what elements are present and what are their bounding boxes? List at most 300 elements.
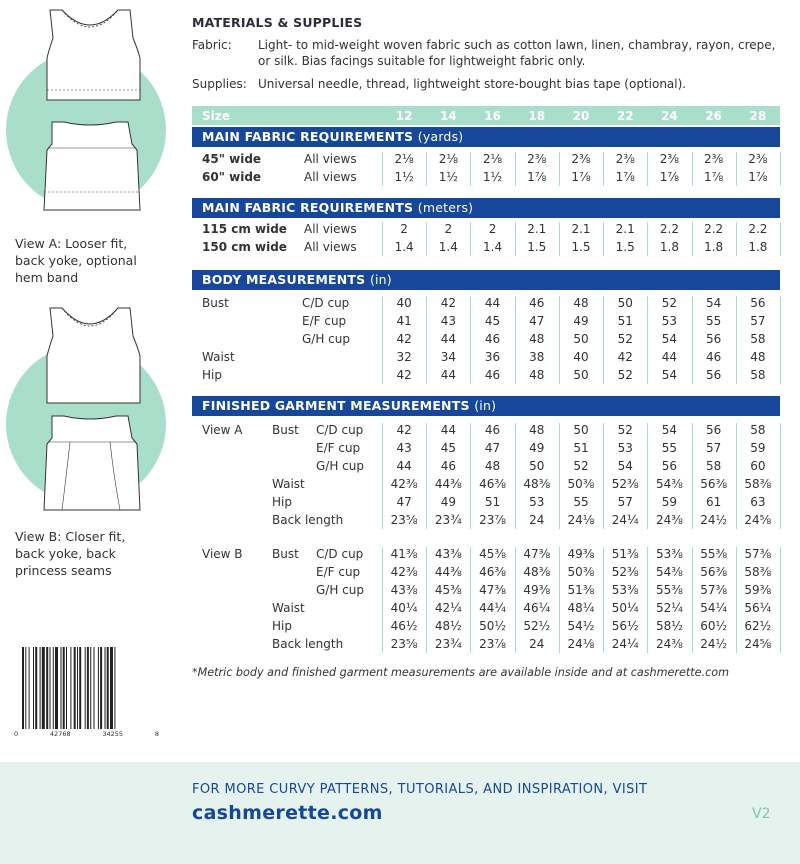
table-cell: 50⅜ — [567, 565, 595, 579]
table-cell: 23⅝ — [390, 513, 418, 527]
row-label: G/H cup — [316, 459, 364, 473]
table-cell: 2⅛ — [438, 152, 458, 166]
table-cell: 46 — [440, 459, 456, 473]
table-cell: 1.5 — [527, 240, 547, 254]
table-cell: 54 — [661, 368, 678, 382]
row-label: All views — [304, 152, 357, 166]
table-cell: 48⅜ — [523, 477, 551, 491]
barcode-bar — [42, 647, 45, 729]
row-label: C/D cup — [316, 423, 364, 437]
row-values — [382, 421, 780, 439]
barcode-bar — [85, 647, 86, 729]
table-cell: 57⅜ — [744, 547, 772, 561]
table-cell: 2 — [400, 222, 408, 236]
table-cell: 40 — [573, 350, 589, 364]
row-label: 60" wide — [202, 170, 262, 184]
table-row — [192, 635, 780, 653]
table-cell: 54⅜ — [655, 477, 683, 491]
table-cell: 46⅜ — [479, 565, 506, 579]
table-cell: 41 — [396, 314, 412, 328]
table-cell: 59 — [750, 441, 766, 455]
barcode-bar — [90, 647, 91, 729]
table-cell: 24¼ — [611, 513, 639, 527]
row-label: 45" wide — [202, 152, 262, 166]
barcode-bar — [29, 647, 30, 729]
row-label: Back length — [272, 637, 344, 651]
table-cell: 38 — [529, 350, 545, 364]
row-values — [382, 457, 780, 475]
barcode-digit-group: 42768 — [49, 730, 71, 738]
table-cell: 54 — [661, 332, 678, 346]
table-cell: 58 — [750, 332, 766, 346]
size-column-header: 18 — [528, 108, 546, 123]
table-cell: 24⅛ — [567, 513, 595, 527]
view-a-line-3: hem band — [15, 270, 79, 285]
barcode-bar — [53, 647, 54, 729]
row-label: All views — [304, 170, 357, 184]
table-cell: 57 — [617, 495, 633, 509]
row-label: Hip — [272, 495, 292, 509]
table-cell: 49 — [529, 441, 545, 455]
table-cell: 60 — [750, 459, 766, 473]
table-cell: 53 — [617, 441, 633, 455]
barcode-bar — [74, 647, 76, 729]
table-cell: 50 — [573, 423, 589, 437]
table-row — [192, 493, 780, 511]
table-cell: 47 — [529, 314, 545, 328]
table-cell: 58⅜ — [744, 565, 772, 579]
supplies-row — [192, 76, 686, 92]
table-cell: 48¼ — [567, 601, 595, 615]
table-cell: 2 — [488, 222, 497, 236]
table-cell: 50¼ — [611, 601, 639, 615]
table-row — [192, 150, 780, 168]
table-cell: 52½ — [523, 619, 551, 633]
table-cell: 48 — [573, 296, 589, 310]
barcode-bar — [63, 647, 65, 729]
table-cell: 41⅜ — [390, 547, 418, 561]
table-row — [192, 312, 780, 330]
barcode-bar — [22, 647, 24, 729]
row-label: Bust — [202, 296, 229, 310]
column-divider — [780, 296, 781, 384]
barcode-bar — [55, 647, 58, 729]
table-cell: 48 — [484, 459, 501, 473]
view-b-illustration — [0, 298, 185, 518]
row-values — [382, 581, 780, 599]
column-divider — [780, 222, 781, 256]
table-cell: 55 — [573, 495, 589, 509]
row-values — [382, 294, 780, 312]
table-cell: 46 — [706, 350, 722, 364]
table-row — [192, 330, 780, 348]
table-row — [192, 421, 780, 439]
table-row — [192, 475, 780, 493]
supplies-label: Supplies: — [192, 77, 247, 91]
barcode-bar — [25, 647, 26, 729]
barcode-bar — [33, 647, 34, 729]
table-cell: 2.1 — [615, 222, 635, 236]
fabric-row — [192, 37, 780, 69]
size-column-header: 26 — [705, 108, 722, 123]
table-cell: 23⅝ — [390, 637, 418, 651]
view-a-line-2: back yoke, optional — [15, 253, 137, 268]
table-cell: 56 — [706, 423, 722, 437]
section-title: MAIN FABRIC REQUIREMENTS — [202, 200, 414, 215]
table-cell: 24⅝ — [744, 637, 772, 651]
row-label: C/D cup — [302, 296, 350, 310]
table-row — [192, 439, 780, 457]
table-cell: 46½ — [390, 619, 418, 633]
table-cell: 49⅜ — [523, 583, 551, 597]
row-values — [382, 150, 780, 168]
table-cell: 47 — [396, 495, 412, 509]
table-row — [192, 366, 780, 384]
section-title: MAIN FABRIC REQUIREMENTS — [202, 129, 414, 144]
size-columns — [382, 109, 780, 123]
table-cell: 1.8 — [704, 240, 724, 254]
table-cell: 51 — [484, 495, 501, 509]
table-cell: 24½ — [700, 513, 728, 527]
table-cell: 24¼ — [611, 637, 639, 651]
table-cell: 42 — [396, 423, 412, 437]
section-title: FINISHED GARMENT MEASUREMENTS — [202, 398, 470, 413]
table-cell: 42 — [617, 350, 633, 364]
footer-cta: FOR MORE CURVY PATTERNS, TUTORIALS, AND INSPIRATION, VISIT — [192, 782, 648, 797]
left-column — [0, 0, 185, 760]
table-cell: 24⅛ — [567, 637, 595, 651]
footer-website-link[interactable]: cashmerette.com — [192, 802, 383, 824]
table-cell: 50 — [617, 296, 633, 310]
table-cell: 44 — [440, 332, 456, 346]
row-values — [382, 493, 780, 511]
table-cell: 24 — [529, 513, 545, 527]
table-cell: 58 — [750, 368, 766, 382]
table-cell: 51⅜ — [611, 547, 639, 561]
barcode-bar — [70, 647, 71, 729]
table-cell: 24 — [529, 637, 545, 651]
barcode-image — [22, 647, 152, 735]
column-divider — [780, 152, 781, 186]
table-cell: 1½ — [438, 170, 458, 184]
size-column-header: 14 — [439, 108, 457, 123]
row-values — [382, 635, 780, 653]
table-cell: 1⅞ — [571, 170, 591, 184]
table-row — [192, 294, 780, 312]
column-divider — [780, 423, 781, 529]
table-cell: 45 — [440, 441, 456, 455]
table-cell: 36 — [484, 350, 501, 364]
table-cell: 52¼ — [655, 601, 683, 615]
table-cell: 48 — [529, 368, 545, 382]
table-cell: 58⅜ — [744, 477, 772, 491]
row-label: E/F cup — [302, 314, 347, 328]
table-cell: 2⅜ — [704, 152, 724, 166]
table-cell: 52 — [617, 332, 633, 346]
table-cell: 54 — [706, 296, 722, 310]
table-cell: 52⅜ — [611, 477, 639, 491]
table-cell: 52 — [617, 423, 633, 437]
size-column-header: 24 — [661, 108, 678, 123]
view-b-line-1: View B: Closer fit, — [15, 529, 126, 544]
table-cell: 2⅜ — [748, 152, 768, 166]
table-cell: 50⅜ — [567, 477, 595, 491]
fabric-label: Fabric: — [192, 38, 232, 52]
table-cell: 47⅜ — [479, 583, 506, 597]
table-cell: 53⅜ — [611, 583, 639, 597]
section-unit: (in) — [369, 272, 392, 287]
row-label: View A — [202, 423, 243, 437]
table-cell: 61 — [706, 495, 722, 509]
table-cell: 57 — [706, 441, 722, 455]
table-cell: 49⅜ — [567, 547, 595, 561]
table-cell: 48 — [529, 423, 545, 437]
barcode-bar — [61, 647, 62, 729]
table-cell: 1½ — [482, 170, 503, 184]
barcode-bar — [77, 647, 78, 729]
row-values — [382, 238, 780, 256]
table-cell: 2⅜ — [615, 152, 635, 166]
table-cell: 46¼ — [523, 601, 551, 615]
table-cell: 46 — [484, 368, 501, 382]
barcode-digits — [14, 730, 159, 738]
row-label: Hip — [202, 368, 222, 382]
row-label: E/F cup — [316, 565, 361, 579]
table-cell: 59 — [661, 495, 678, 509]
view-b-line-3: princess seams — [15, 563, 112, 578]
row-values — [382, 312, 780, 330]
barcode-bar — [79, 647, 81, 729]
table-cell: 1⅞ — [615, 170, 635, 184]
table-cell: 42⅜ — [390, 477, 418, 491]
table-cell: 44 — [484, 296, 501, 310]
table-cell: 47 — [484, 441, 501, 455]
row-values — [382, 511, 780, 529]
table-cell: 45 — [484, 314, 501, 328]
table-cell: 50 — [529, 459, 545, 473]
table-cell: 42⅜ — [390, 565, 418, 579]
section-title: BODY MEASUREMENTS — [202, 272, 366, 287]
fabric-text: Light- to mid-weight woven fabric such as cotton lawn, linen, chambray, rayon, crepe, or silk. Bias facings suitable for lightweight fabric only. — [258, 38, 776, 68]
row-values — [382, 366, 780, 384]
row-label: Hip — [272, 619, 292, 633]
row-label: All views — [304, 240, 357, 254]
table-cell: 2.2 — [748, 222, 768, 236]
table-cell: 43 — [440, 314, 456, 328]
footer — [0, 762, 800, 864]
table-cell: 1.5 — [571, 240, 591, 254]
table-cell: 1⅞ — [748, 170, 768, 184]
row-values — [382, 599, 780, 617]
section-unit: (meters) — [417, 200, 474, 215]
size-column-header: 16 — [484, 108, 501, 123]
table-cell: 2⅛ — [482, 152, 503, 166]
table-cell: 45⅜ — [434, 583, 462, 597]
table-row — [192, 238, 780, 256]
barcode-bar — [87, 647, 89, 729]
table-cell: 2⅜ — [659, 152, 680, 166]
table-cell: 56 — [750, 296, 766, 310]
table-cell: 59⅜ — [744, 583, 772, 597]
row-label: Waist — [272, 477, 305, 491]
barcode-digit-group: 34255 — [102, 730, 124, 738]
row-values — [382, 168, 780, 186]
row-label: Bust — [272, 423, 299, 437]
table-cell: 2.1 — [527, 222, 547, 236]
table-cell: 55⅜ — [700, 547, 728, 561]
row-label: 115 cm wide — [202, 222, 287, 236]
table-row — [192, 168, 780, 186]
barcode-bar — [40, 647, 41, 729]
table-cell: 56⅜ — [700, 565, 728, 579]
table-cell: 50½ — [479, 619, 506, 633]
table-cell: 54 — [617, 459, 633, 473]
table-cell: 46 — [484, 423, 501, 437]
section-body-header — [192, 270, 780, 290]
table-row — [192, 599, 780, 617]
barcode-bar — [94, 647, 95, 729]
table-cell: 53 — [529, 495, 545, 509]
table-cell: 54 — [661, 423, 678, 437]
table-row — [192, 511, 780, 529]
row-values — [382, 617, 780, 635]
row-values — [382, 348, 780, 366]
table-cell: 44⅜ — [434, 565, 462, 579]
section-meters-header — [192, 198, 780, 218]
table-cell: 57⅜ — [700, 583, 728, 597]
table-cell: 44 — [396, 459, 412, 473]
table-cell: 1.8 — [659, 240, 679, 254]
table-cell: 1.5 — [615, 240, 635, 254]
size-header-row — [192, 106, 780, 125]
table-cell: 47⅜ — [523, 547, 551, 561]
table-cell: 32 — [396, 350, 412, 364]
version-label: V2 — [752, 806, 771, 822]
table-cell: 24⅝ — [744, 513, 772, 527]
table-cell: 46⅜ — [479, 477, 506, 491]
barcode-bar — [98, 647, 99, 729]
table-cell: 62½ — [744, 619, 772, 633]
row-label: Back length — [272, 513, 344, 527]
table-row — [192, 545, 780, 563]
table-cell: 58 — [706, 459, 722, 473]
size-column-header: 12 — [395, 108, 413, 123]
row-values — [382, 330, 780, 348]
table-cell: 51 — [573, 441, 589, 455]
table-cell: 52 — [573, 459, 589, 473]
table-cell: 53 — [661, 314, 678, 328]
table-cell: 40 — [396, 296, 412, 310]
row-values — [382, 439, 780, 457]
table-cell: 42 — [396, 368, 412, 382]
table-cell: 63 — [750, 495, 766, 509]
metric-note: *Metric body and finished garment measurements are available inside and at cashmerette.com — [192, 666, 730, 679]
table-cell: 2.2 — [659, 222, 679, 236]
table-cell: 44 — [440, 423, 456, 437]
table-cell: 48 — [750, 350, 766, 364]
size-column-header: 22 — [616, 108, 634, 123]
table-cell: 1.4 — [438, 240, 458, 254]
view-a-line-1: View A: Looser fit, — [15, 236, 128, 251]
barcode-bar — [105, 647, 106, 729]
table-row — [192, 617, 780, 635]
table-cell: 57 — [750, 314, 766, 328]
table-cell: 34 — [440, 350, 456, 364]
materials-title: MATERIALS & SUPPLIES — [192, 15, 363, 30]
supplies-text: Universal needle, thread, lightweight store-bought bias tape (optional). — [258, 77, 687, 91]
barcode-bar — [114, 647, 115, 729]
table-cell: 44¼ — [479, 601, 506, 615]
table-cell: 60½ — [700, 619, 728, 633]
table-cell: 55 — [706, 314, 722, 328]
table-cell: 50 — [573, 368, 589, 382]
table-cell: 49 — [573, 314, 589, 328]
row-label: G/H cup — [316, 583, 364, 597]
barcode-bar — [46, 647, 48, 729]
table-cell: 49 — [440, 495, 456, 509]
table-cell: 55 — [661, 441, 678, 455]
barcode-bar — [100, 647, 102, 729]
table-cell: 43⅜ — [434, 547, 462, 561]
view-a-description — [15, 235, 185, 286]
view-a-illustration — [0, 0, 185, 225]
barcode-bar — [110, 647, 113, 729]
row-values — [382, 220, 780, 238]
table-cell: 56 — [661, 459, 678, 473]
section-yards-header — [192, 127, 780, 147]
table-cell: 44⅜ — [434, 477, 462, 491]
row-label: All views — [304, 222, 357, 236]
table-cell: 24½ — [700, 637, 728, 651]
table-cell: 24⅜ — [655, 513, 683, 527]
row-values — [382, 475, 780, 493]
table-cell: 56⅜ — [700, 477, 728, 491]
row-label: C/D cup — [316, 547, 364, 561]
table-cell: 54¼ — [700, 601, 728, 615]
section-unit: (in) — [474, 398, 497, 413]
table-cell: 2 — [444, 222, 453, 236]
table-row — [192, 220, 780, 238]
table-cell: 2.2 — [704, 222, 724, 236]
table-cell: 23¾ — [434, 637, 462, 651]
table-cell: 2⅜ — [527, 152, 547, 166]
table-cell: 58 — [750, 423, 766, 437]
table-cell: 1.8 — [748, 240, 768, 254]
table-cell: 56 — [706, 368, 722, 382]
view-b-description — [15, 528, 185, 579]
table-cell: 43⅜ — [390, 583, 418, 597]
barcode-bar — [35, 647, 37, 729]
barcode-bar — [66, 647, 67, 729]
table-cell: 45⅜ — [479, 547, 506, 561]
row-label: View B — [202, 547, 243, 561]
row-label: Waist — [202, 350, 235, 364]
column-divider — [780, 547, 781, 653]
table-cell: 40¼ — [390, 601, 418, 615]
table-cell: 51⅜ — [567, 583, 595, 597]
table-cell: 53⅜ — [655, 547, 683, 561]
table-cell: 1½ — [394, 170, 414, 184]
barcode-bar — [107, 647, 109, 729]
table-cell: 44 — [661, 350, 678, 364]
section-unit: (yards) — [417, 129, 464, 144]
table-cell: 56 — [706, 332, 722, 346]
table-cell: 1⅞ — [659, 170, 680, 184]
table-cell: 56½ — [611, 619, 639, 633]
table-cell: 50 — [573, 332, 589, 346]
view-b-line-2: back yoke, back — [15, 546, 116, 561]
table-cell: 46 — [484, 332, 501, 346]
